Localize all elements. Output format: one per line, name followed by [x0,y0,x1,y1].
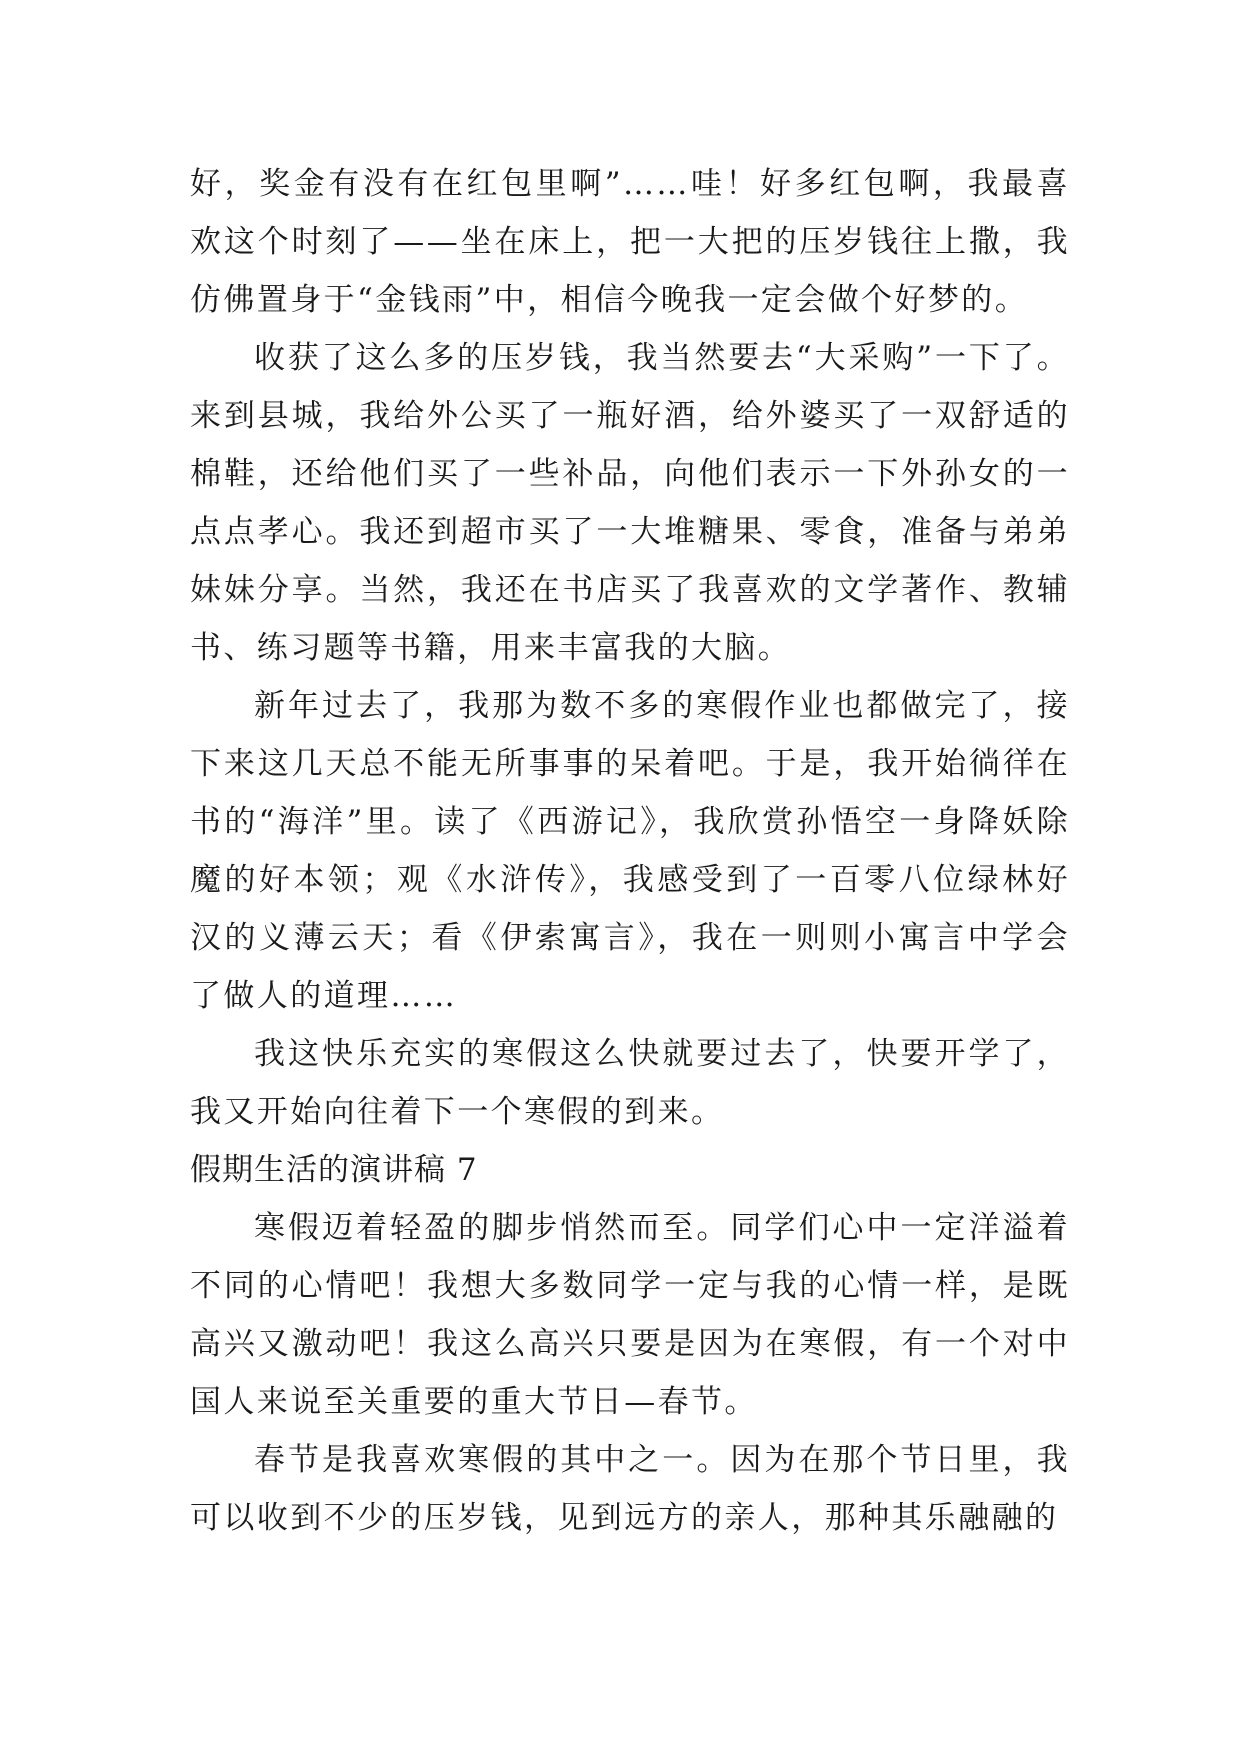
paragraph-6: 春节是我喜欢寒假的其中之一。因为在那个节日里，我可以收到不少的压岁钱，见到远方的亲人，那种其乐融融的 [190,1442,1070,1536]
paragraph-2: 收获了这么多的压岁钱，我当然要去“大采购”一下了。来到县城，我给外公买了一瓶好酒，给外婆买了一双舒适的棉鞋，还给他们买了一些补品，向他们表示一下外孙女的一点点孝心。我还到超市买了一大堆糖果、零食，准备与弟弟妹妹分享。当然，我还在书店买了我喜欢的文学著作、教辅书、练习题等书籍，用来丰富我的大脑。 [190,340,1070,666]
paragraph-4: 我这快乐充实的寒假这么快就要过去了，快要开学了，我又开始向往着下一个寒假的到来。 [190,1036,1070,1130]
document-body [190,155,1070,1547]
paragraph-1: 好，奖金有没有在红包里啊”……哇！好多红包啊，我最喜欢这个时刻了——坐在床上，把一大把的压岁钱往上撒，我仿佛置身于“金钱雨”中，相信今晚我一定会做个好梦的。 [190,166,1070,318]
paragraph-3: 新年过去了，我那为数不多的寒假作业也都做完了，接下来这几天总不能无所事事的呆着吧。于是，我开始徜徉在书的“海洋”里。读了《西游记》，我欣赏孙悟空一身降妖除魔的好本领；观《水浒传》，我感受到了一百零八位绿林好汉的义薄云天；看《伊索寓言》，我在一则则小寓言中学会了做人的道理…… [190,688,1070,1014]
section-heading: 假期生活的演讲稿 7 [190,1152,478,1188]
paragraph-5: 寒假迈着轻盈的脚步悄然而至。同学们心中一定洋溢着不同的心情吧！我想大多数同学一定与我的心情一样，是既高兴又激动吧！我这么高兴只要是因为在寒假，有一个对中国人来说至关重要的重大节日—春节。 [190,1210,1070,1420]
